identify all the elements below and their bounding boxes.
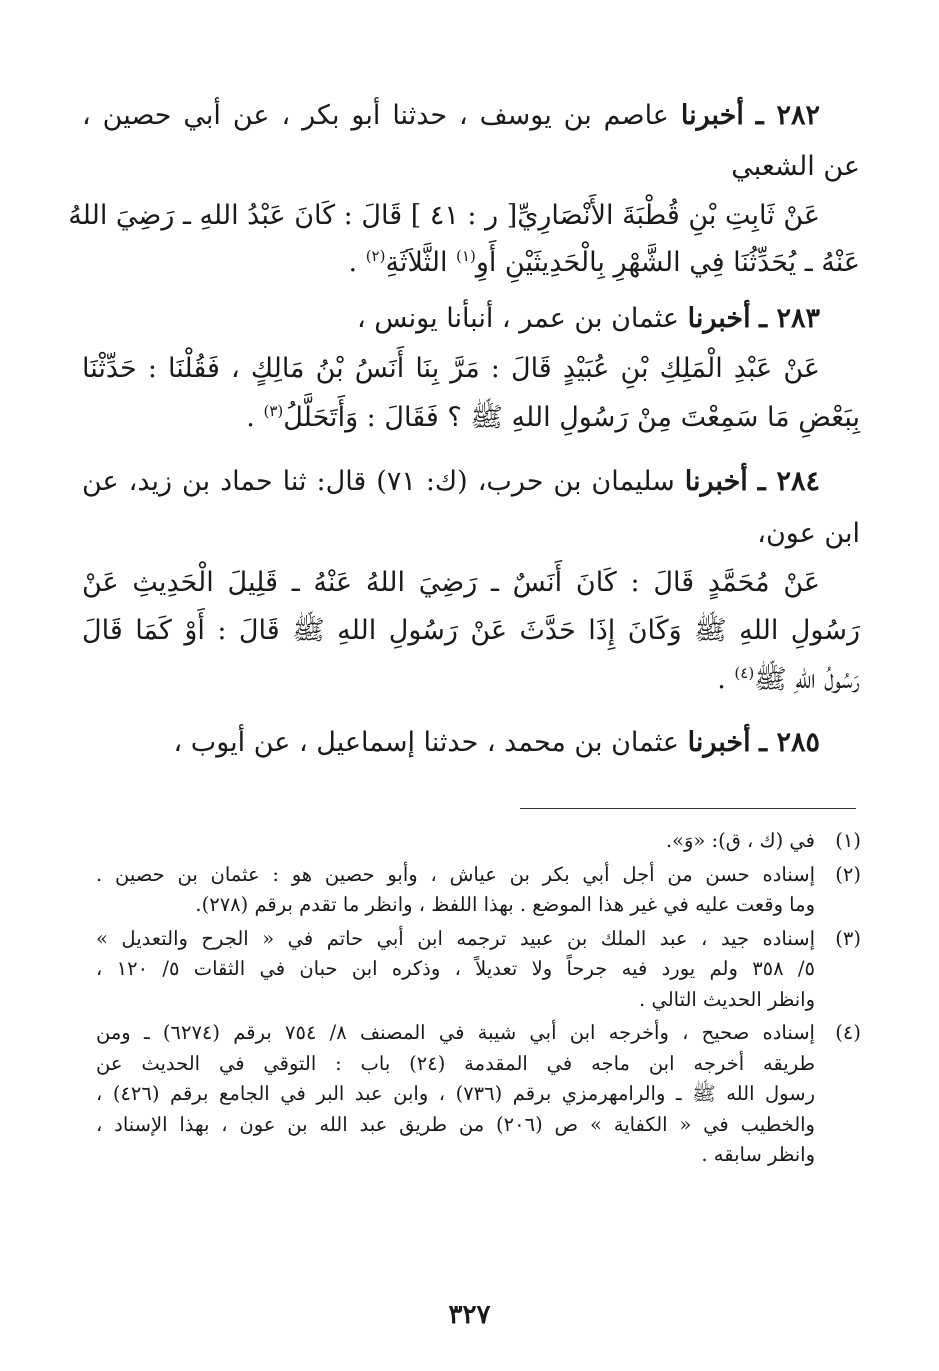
matn-text: عَنْ عَبْدِ الْمَلِكِ بْنِ عُبَيْدٍ قَالَ : مَرَّ بِنَا أَنَسُ بْنُ مَالِكٍ ، فَقُلْنَا : حَدِّثْنَا <box>82 353 820 384</box>
footnotes <box>96 826 861 1174</box>
matn-text: عَنْ ثَابِتِ بْنِ قُطْبَةَ الأَنْصَارِيِّ[ ر : ٤١ ] قَالَ : كَانَ عَبْدُ اللهِ ـ رَضِيَ اللهُ <box>68 200 820 231</box>
entry-283-matn-cont <box>82 394 860 442</box>
matn-text: عَنْهُ ـ يُحَدِّثُنَا فِي الشَّهْرِ بِالْحَدِيثَيْنِ أَوِ <box>475 247 860 278</box>
entry-282-isnad <box>82 90 860 142</box>
footnote-ref[interactable]: (١) <box>456 247 476 265</box>
footnote-text: في (ك ، ق): «وَ». <box>665 829 815 852</box>
matn-text: عَنْ مُحَمَّدٍ قَالَ : كَانَ أَنَسٌ ـ رَضِيَ اللهُ عَنْهُ ـ قَلِيلَ الْحَدِيثِ عَنْ <box>82 567 820 598</box>
matn-text: بِبَعْضِ مَا سَمِعْتَ مِنْ رَسُولِ اللهِ ﷺ ؟ فَقَالَ : وَأَتَحَلَّلُ <box>283 402 860 433</box>
isnad-text: عثمان بن عمر ، أنبأنا يونس ، <box>356 303 679 334</box>
isnad-text: سليمان بن حرب، (ك: ٧١) قال: ثنا حماد بن زيد، عن <box>82 466 675 497</box>
matn-text: . <box>246 402 264 433</box>
entry-283-isnad <box>82 294 860 344</box>
footnote-ref[interactable]: (٢) <box>365 247 386 265</box>
entry-284-matn-end <box>82 656 860 704</box>
footnote-number: (٢) <box>835 862 861 886</box>
entry-keyword: أخبرنا <box>680 100 744 131</box>
isnad-text: عن الشعبي <box>731 151 860 182</box>
entry-284-matn-cont <box>82 606 860 656</box>
footnote-text: ٥/ ٣٥٨ ولم يورد فيه جرحاً ولا تعديلاً ، وذكره ابن حبان في الثقات ٥/ ١٢٠ ، <box>96 957 815 980</box>
footnote-text: إسناده صحيح ، وأخرجه ابن أبي شيبة في المصنف ٨/ ٧٥٤ برقم (٦٢٧٤) ـ ومن <box>96 1021 815 1044</box>
entry-285-isnad <box>82 718 860 768</box>
footnote-text: وانظر الحديث التالي . <box>639 987 815 1011</box>
footnote-text: وما وقعت عليه في غير هذا الموضع . بهذا اللفظ ، وانظر ما تقدم برقم (٢٧٨). <box>195 893 815 916</box>
footnote-text: طريقه أخرجه ابن ماجه في المقدمة (٢٤) باب : التوقي في الحديث عن <box>96 1051 815 1075</box>
entry-282-isnad-cont <box>82 142 860 192</box>
page-number: ٣٢٧ <box>448 1300 491 1330</box>
matn-text: رَسُولُ اللهِ ﷺ <box>754 664 860 695</box>
entry-284-isnad <box>82 456 860 508</box>
entry-283-matn <box>82 344 860 394</box>
matn-text: الثَّلاَثَةِ <box>385 247 457 278</box>
footnote-text: إسناده حسن من أجل أبي بكر بن عياش ، وأبو حصين هو : عثمان بن حصين . <box>96 862 815 886</box>
footnote-text: وانظر سابقه . <box>701 1143 815 1166</box>
entry-number: ٢٨٣ ـ <box>759 303 820 334</box>
footnote-ref[interactable]: (٤) <box>734 664 755 682</box>
footnote-3 <box>96 924 861 1016</box>
entry-282-matn-cont <box>82 240 860 286</box>
entry-keyword: أخبرنا <box>684 466 748 497</box>
entry-282-matn <box>68 192 860 240</box>
entry-284-isnad-cont <box>82 508 860 560</box>
matn-text: . <box>717 664 735 695</box>
footnote-4 <box>96 1018 861 1171</box>
entry-keyword: أخبرنا <box>687 727 751 758</box>
entry-number: ٢٨٥ ـ <box>759 727 820 758</box>
footnote-text: رسول الله ﷺ ـ والرامهرمزي برقم (٧٣٦) ، وابن عبد البر في الجامع برقم (٤٢٦) ، <box>96 1082 816 1105</box>
entry-number: ٢٨٢ ـ <box>755 100 820 131</box>
entry-284-matn <box>82 560 860 606</box>
footnote-ref[interactable]: (٣) <box>263 402 284 420</box>
footnote-number: (٤) <box>835 1021 861 1044</box>
matn-text: رَسُولِ اللهِ ﷺ وَكَانَ إِذَا حَدَّثَ عَنْ رَسُولِ اللهِ ﷺ قَالَ : أَوْ كَمَا قَالَ <box>82 615 860 646</box>
matn-text: . <box>348 247 366 278</box>
isnad-text: عثمان بن محمد ، حدثنا إسماعيل ، عن أيوب ، <box>173 727 679 758</box>
entry-keyword: أخبرنا <box>687 303 751 334</box>
footnote-2 <box>96 860 861 921</box>
footnote-1 <box>96 826 861 857</box>
main-text <box>68 90 860 768</box>
isnad-text: عاصم بن يوسف ، حدثنا أبو بكر ، عن أبي حصين ، <box>82 100 669 131</box>
entry-number: ٢٨٤ ـ <box>757 466 820 497</box>
footnote-separator <box>520 808 856 809</box>
footnote-text: إسناده جيد ، عبد الملك بن عبيد ترجمه ابن أبي حاتم في « الجرح والتعديل » <box>96 926 815 950</box>
footnote-text: والخطيب في « الكفاية » ص (٢٠٦) من طريق عبد الله بن عون ، بهذا الإسناد ، <box>96 1112 815 1136</box>
footnote-number: (١) <box>835 829 861 852</box>
footnote-number: (٣) <box>835 926 861 950</box>
isnad-text: ابن عون، <box>757 518 860 549</box>
